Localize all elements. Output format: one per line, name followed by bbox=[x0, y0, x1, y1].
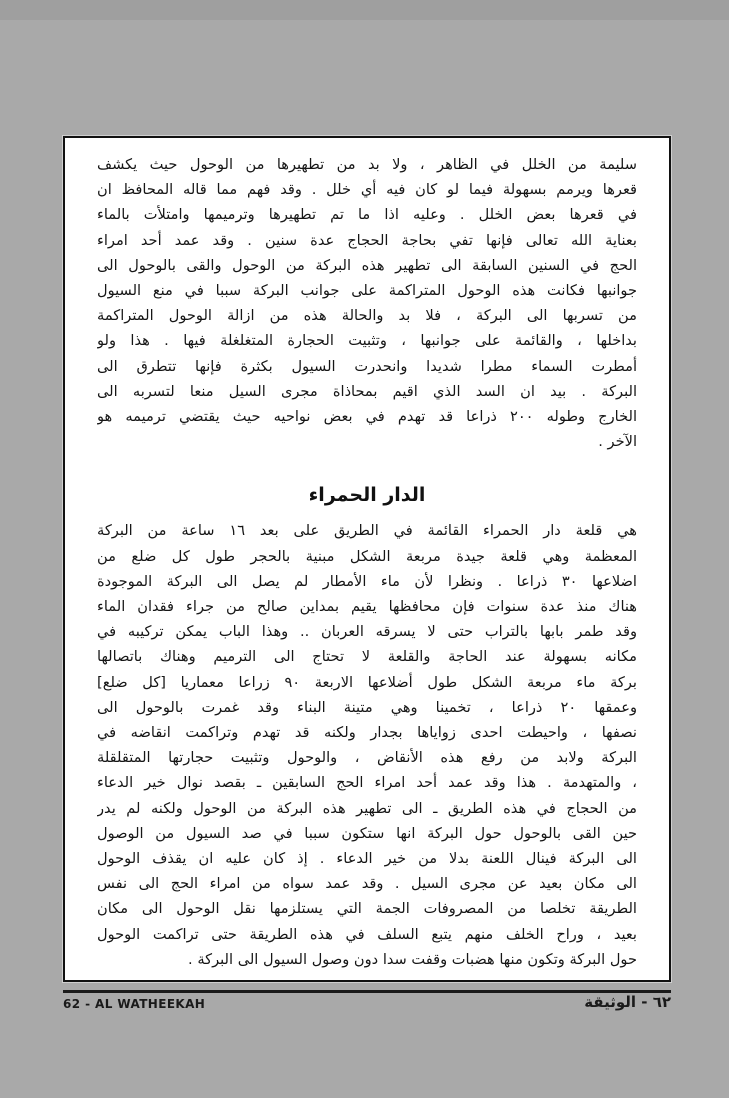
text-line: الى مكان بعيد عن مجرى السيل . وقد عمد سواه من امراء الحج الى نفس bbox=[97, 875, 637, 893]
text-line: في قعرها بعض الخلل . وعليه اذا ما تم تطهيرها وترميمها وامتلأت بالماء bbox=[97, 206, 637, 224]
text-frame bbox=[63, 136, 671, 982]
text-line: البركة ولابد من رفع هذه الأنقاض ، والوحول وتثبيت حجارتها المتقلقلة bbox=[97, 749, 637, 767]
text-line: هناك منذ عدة سنوات فإن محافظها يقيم بمداين صالح من جراء فقدان الماء bbox=[97, 598, 637, 616]
text-line: من الحجاج في هذه الطريق ـ الى تطهير هذه البركة من الوحول ولكنه لم يدر bbox=[97, 799, 637, 817]
text-line: بداخلها ، والقائمة على جوانبها ، وتثبيت الحجارة المتغلغلة فيها . هذا ولو bbox=[97, 332, 637, 350]
footer-rule bbox=[63, 990, 671, 993]
text-line: بعناية الله تعالى فإنها تفي بحاجة الحجاج عدة سنين . وقد عمد أحد امراء bbox=[97, 231, 637, 249]
text-line: سليمة من الخلل في الظاهر ، ولا بد من تطهيرها من الوحول حيث يكشف bbox=[97, 156, 637, 173]
paragraph-2 bbox=[97, 518, 637, 972]
text-content bbox=[97, 152, 637, 970]
text-line: حول البركة وتكون منها هضبات وقفت سدا دون وصول السيول الى البركة . bbox=[188, 950, 637, 968]
text-line: نصفها ، واحيطت احدى زواياها بجدار ولكنه قد تهدم وتراكمت انقاضه في bbox=[97, 724, 637, 742]
text-line: البركة . بيد ان السد الذي اقيم بمحاذاة مجرى السيل منعا لتسربه الى bbox=[97, 382, 637, 400]
text-line: الطريقة تخلصا من المصروفات الجمة التي يستلزمها نقل الوحول الى مكان bbox=[97, 900, 637, 918]
text-line: من تسربها الى البركة ، فلا بد والحالة هذه من ازالة الوحول المتراكمة bbox=[97, 307, 637, 325]
text-line: الخارج وطوله ٢٠٠ ذراعا قد تهدم في بعض نواحيه حيث يقتضي ترميمه هو bbox=[97, 408, 637, 426]
footer-page-label-arabic: ٦٢ - الوثيقة bbox=[584, 993, 671, 1011]
text-line: بركة ماء مربعة الشكل طول أضلاعها الاربعة ٩٠ زراعا معماريا [كل ضلع] bbox=[97, 673, 637, 691]
text-line: مكانه بسهولة عند الحاجة والقلعة لا تحتاج الى الترميم وهناك باتصالها bbox=[97, 648, 637, 666]
text-line: الحج في السنين السابقة الى تطهير هذه البركة من الوحول والقى بالوحول الى bbox=[97, 256, 637, 274]
text-line: وعمقها ٢٠ ذراعا ، تخمينا وهي متينة البناء وقد غمرت بالوحول الى bbox=[97, 698, 637, 716]
text-line: وقد طمر بابها بالتراب حتى لا يسرقه العربان .. وهذا الباب يمكن تركيبه في bbox=[97, 623, 637, 641]
text-line: حين القى بالوحول حول البركة انها ستكون سببا في صد السيول من الوصول bbox=[97, 824, 637, 842]
text-line: أمطرت السماء مطرا شديدا وانحدرت السيول بكثرة فإنها تتطرق الى bbox=[97, 357, 637, 375]
text-line: الى البركة فينال اللعنة بدلا من خير الدعاء . إذ كان عليه ان يقذف الوحول bbox=[97, 850, 637, 868]
text-line: بعيد ، وراح الخلف منهم يتبع السلف في هذه الطريقة حتى تراكمت الوحول bbox=[97, 925, 637, 943]
text-line: هي قلعة دار الحمراء القائمة في الطريق على بعد ١٦ ساعة من البركة bbox=[97, 522, 637, 540]
scan-top-shade bbox=[0, 0, 729, 20]
section-title: الدار الحمراء bbox=[308, 484, 426, 507]
text-line: ، والمتهدمة . هذا وقد عمد أحد امراء الحج السابقين ـ بقصد نوال خير الدعاء bbox=[97, 774, 637, 792]
paragraph-1 bbox=[97, 152, 637, 454]
text-line: الآخر . bbox=[598, 433, 637, 451]
text-line: اضلاعها ٣٠ ذراعا . ونظرا لأن ماء الأمطار لم يصل الى البركة الموجودة bbox=[97, 572, 637, 590]
text-line: المعظمة وهي قلعة جيدة مربعة الشكل مبنية بالحجر طول كل ضلع من bbox=[97, 547, 637, 565]
text-line: قعرها ويرمم بسهولة فيما لو كان فيه أي خلل . وقد فهم مما قاله المحافظ ان bbox=[97, 181, 637, 199]
text-line: جوانبها فكانت هذه الوحول المتراكمة على جوانب البركة سببا في منع السيول bbox=[97, 282, 637, 300]
footer-page-label-latin: 62 - AL WATHEEKAH bbox=[63, 997, 206, 1011]
